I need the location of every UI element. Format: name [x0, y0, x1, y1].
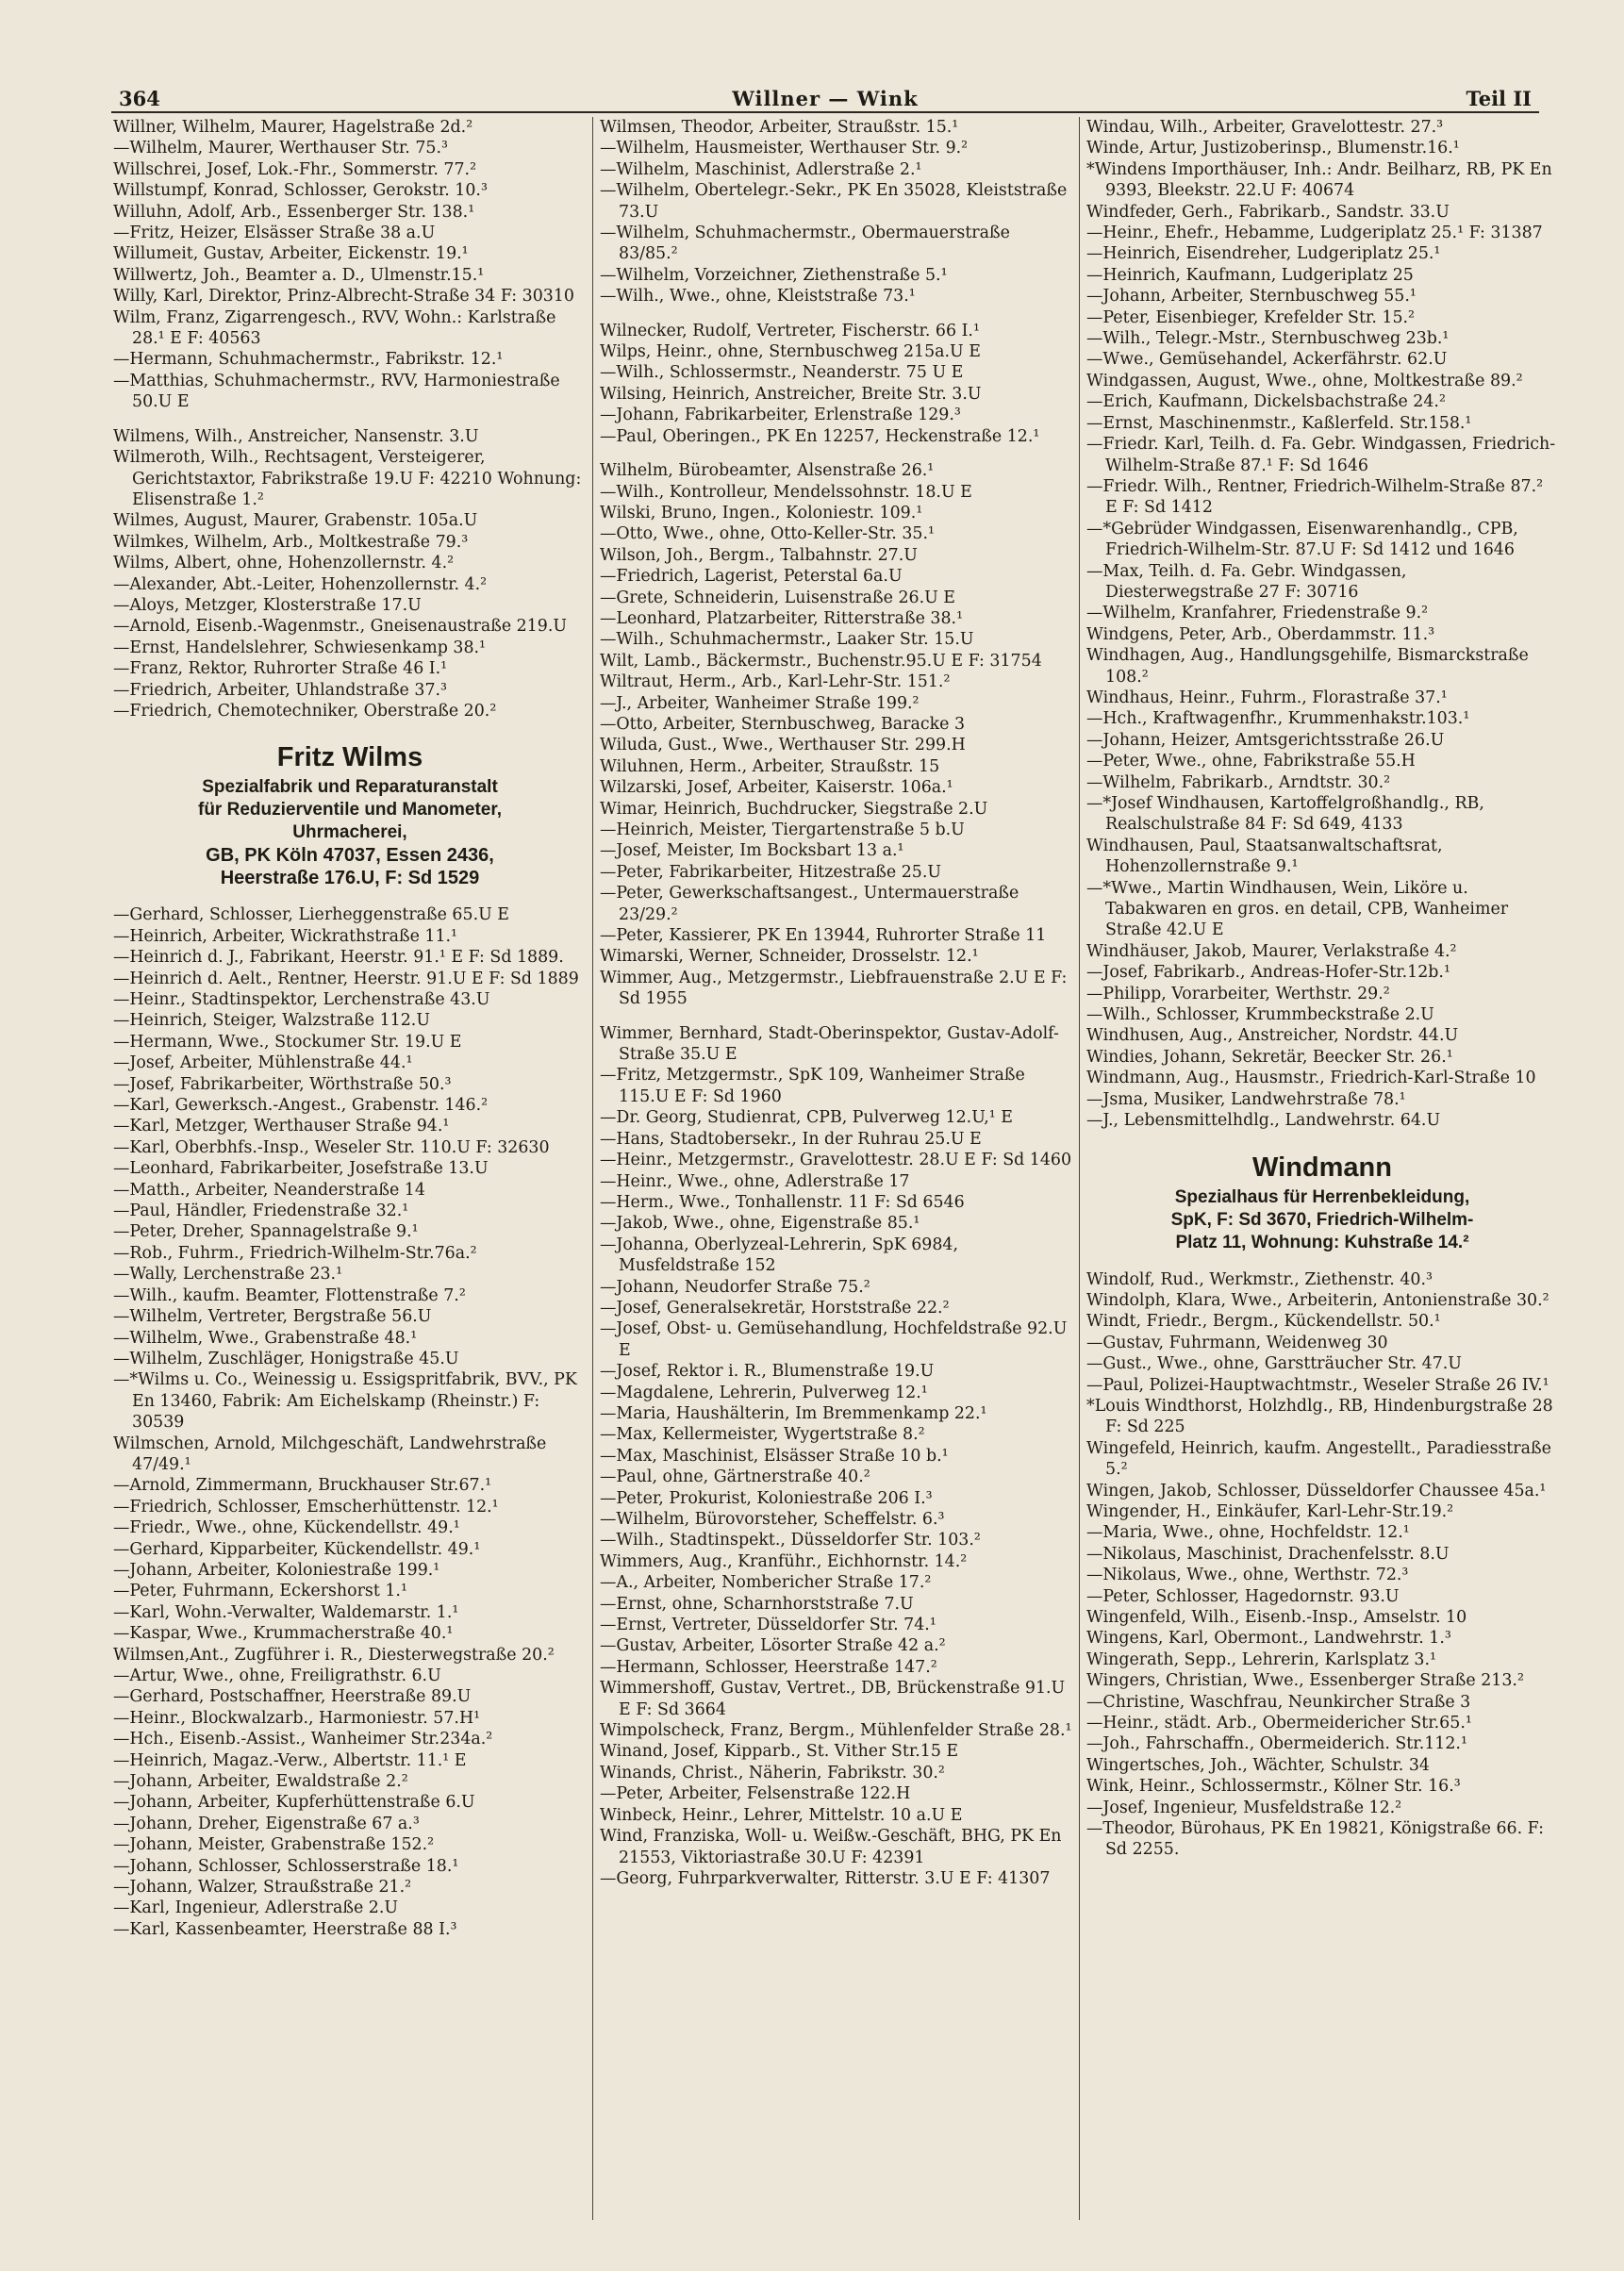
- directory-entry: Windolph, Klara, Wwe., Arbeiterin, Antonienstraße 30.²: [1086, 1290, 1549, 1310]
- directory-entry: —Heinrich, Kaufmann, Ludgeriplatz 25: [1086, 265, 1414, 285]
- directory-entry: Wimpolscheck, Franz, Bergm., Mühlenfelder Straße 28.¹: [600, 1721, 1072, 1741]
- directory-entry: —*Gebrüder Windgassen, Eisenwarenhandlg., CPB, Friedrich-Wilhelm-Str. 87.U F: Sd 1412 und 1646: [1086, 519, 1518, 560]
- ad-line: Uhrmacherei,: [292, 822, 407, 843]
- entry-gap: [600, 1010, 1073, 1023]
- directory-entry: —Hch., Kraftwagenfhr., Krummenhakstr.103.¹: [1086, 709, 1470, 729]
- column-3: [1086, 117, 1558, 2220]
- directory-entry: —Peter, Kassierer, PK En 13944, Ruhrorter Straße 11: [600, 926, 1047, 946]
- directory-entry: Wilmeroth, Wilh., Rechtsagent, Versteigerer, Gerichtstaxtor, Fabrikstraße 19.U F: 42210 Wohnung: Elisenstraße 1.²: [113, 448, 582, 509]
- directory-entry: —Paul, Oberingen., PK En 12257, Heckenstraße 12.¹: [600, 426, 1040, 446]
- directory-entry: Wingerath, Sepp., Lehrerin, Karlsplatz 3.¹: [1086, 1649, 1436, 1669]
- directory-entry: —Heinrich, Eisendreher, Ludgeriplatz 25.¹: [1086, 244, 1441, 264]
- directory-entry: Wilmens, Wilh., Anstreicher, Nansenstr. 3.U: [113, 426, 479, 446]
- directory-entry: Wilps, Heinr., ohne, Sternbuschweg 215a.U E: [600, 342, 981, 362]
- directory-entry: —Nikolaus, Wwe., ohne, Werthstr. 72.³: [1086, 1566, 1409, 1585]
- directory-entry: —Dr. Georg, Studienrat, CPB, Pulverweg 12.U,¹ E: [600, 1108, 1013, 1128]
- directory-entry: —Wilhelm, Hausmeister, Werthauser Str. 9.²: [600, 139, 969, 158]
- directory-entry: Wimmer, Aug., Metzgermstr., Liebfrauenstraße 2.U E F: Sd 1955: [600, 968, 1068, 1009]
- directory-entry: —Josef, Rektor i. R., Blumenstraße 19.U: [600, 1362, 935, 1382]
- directory-entry: —Grete, Schneiderin, Luisenstraße 26.U E: [600, 588, 955, 607]
- directory-entry: *Windens Importhäuser, Inh.: Andr. Beilharz, RB, PK En 9393, Bleekstr. 22.U F: 40674: [1086, 159, 1552, 201]
- directory-entry: —Paul, ohne, Gärtnerstraße 40.²: [600, 1467, 870, 1487]
- directory-entry: Windhaus, Heinr., Fuhrm., Florastraße 37.¹: [1086, 688, 1448, 707]
- directory-entry: —Paul, Händler, Friedenstraße 32.¹: [113, 1202, 409, 1221]
- directory-entry: —Arnold, Zimmermann, Bruckhauser Str.67.¹: [113, 1476, 492, 1496]
- directory-entry: —Wilhelm, Schuhmachermstr., Obermauerstraße 83/85.²: [600, 224, 1010, 264]
- directory-entry: —Heinrich d. Aelt., Rentner, Heerstr. 91.U E F: Sd 1889: [113, 969, 579, 988]
- directory-entry: —Wilh., Kontrolleur, Mendelssohnstr. 18.U E: [600, 482, 972, 502]
- directory-entry: —Gustav, Fuhrmann, Weidenweg 30: [1086, 1333, 1388, 1352]
- directory-entry: —Hermann, Wwe., Stockumer Str. 19.U E: [113, 1032, 462, 1052]
- directory-entry: Wiluhnen, Herm., Arbeiter, Straußstr. 15: [600, 756, 940, 776]
- directory-entry: —Friedrich, Schlosser, Emscherhüttenstr. 12.¹: [113, 1497, 499, 1517]
- directory-entry: Wingenfeld, Wilh., Eisenb.-Insp., Amselstr. 10: [1086, 1608, 1467, 1627]
- directory-entry: —Gust., Wwe., ohne, Garstträucher Str. 47.U: [1086, 1354, 1462, 1374]
- directory-entry: —Artur, Wwe., ohne, Freiligrathstr. 6.U: [113, 1666, 441, 1685]
- directory-entry: —Peter, Prokurist, Koloniestraße 206 I.³: [600, 1488, 933, 1508]
- directory-entry: —Christine, Waschfrau, Neunkircher Straße 3: [1086, 1692, 1471, 1712]
- directory-entry: —Heinrich, Steiger, Walzstraße 112.U: [113, 1011, 430, 1031]
- directory-entry: Winands, Christ., Näherin, Fabrikstr. 30.²: [600, 1763, 945, 1782]
- column-2: [600, 117, 1073, 2220]
- directory-entry: —Heinr., Metzgermstr., Gravelottestr. 28.U E F: Sd 1460: [600, 1151, 1072, 1170]
- directory-entry: —Heinrich, Arbeiter, Wickrathstraße 11.¹: [113, 926, 458, 946]
- directory-entry: Wiluda, Gust., Wwe., Werthauser Str. 299.H: [600, 736, 966, 755]
- ad-name: Fritz Wilms: [276, 742, 423, 773]
- directory-entry: —Wilhelm, Vertreter, Bergstraße 56.U: [113, 1307, 432, 1327]
- directory-entry: —Johann, Arbeiter, Koloniestraße 199.¹: [113, 1560, 440, 1580]
- entry-gap: [600, 307, 1073, 321]
- directory-entry: —Heinrich, Meister, Tiergartenstraße 5 b.U: [600, 821, 965, 839]
- directory-entry: —Arnold, Eisenb.-Wagenmstr., Gneisenaustraße 219.U: [113, 617, 568, 637]
- directory-entry: —Johann, Arbeiter, Sternbuschweg 55.¹: [1086, 287, 1417, 307]
- directory-entry: —Wilhelm, Maschinist, Adlerstraße 2.¹: [600, 159, 922, 179]
- directory-entry: —Nikolaus, Maschinist, Drachenfelsstr. 8.U: [1086, 1544, 1450, 1564]
- directory-entry: —Wally, Lerchenstraße 23.¹: [113, 1265, 343, 1285]
- directory-entry: —Matth., Arbeiter, Neanderstraße 14: [113, 1180, 425, 1200]
- directory-entry: —Wilhelm, Maurer, Werthauser Str. 75.³: [113, 139, 448, 158]
- directory-entry: —Karl, Kassenbeamter, Heerstraße 88 I.³: [113, 1919, 457, 1939]
- directory-entry: Willwertz, Joh., Beamter a. D., Ulmenstr.15.¹: [113, 265, 485, 285]
- directory-entry: —Heinrich d. J., Fabrikant, Heerstr. 91.¹ E F: Sd 1889.: [113, 948, 564, 968]
- directory-entry: —Josef, Generalsekretär, Horststraße 22.²: [600, 1298, 950, 1318]
- directory-entry: Windolf, Rud., Werkmstr., Ziethenstr. 40.³: [1086, 1269, 1433, 1289]
- column-1: [113, 117, 587, 2220]
- directory-entry: —Ernst, Handelslehrer, Schwiesenkamp 38.¹: [113, 638, 487, 657]
- directory-entry: —Aloys, Metzger, Klosterstraße 17.U: [113, 595, 422, 615]
- directory-entry: Wilhelm, Bürobeamter, Alsenstraße 26.¹: [600, 461, 935, 481]
- directory-entry: —Theodor, Bürohaus, PK En 19821, Königstraße 66. F: Sd 2255.: [1086, 1819, 1544, 1860]
- directory-entry: Wilmes, August, Maurer, Grabenstr. 105a.U: [113, 511, 478, 531]
- directory-entry: —Wilhelm, Zuschläger, Honigstraße 45.U: [113, 1349, 459, 1368]
- directory-entry: —Gerhard, Postschaffner, Heerstraße 89.U: [113, 1687, 472, 1707]
- directory-entry: Wingender, H., Einkäufer, Karl-Lehr-Str.19.²: [1086, 1501, 1454, 1521]
- directory-entry: Wilnecker, Rudolf, Vertreter, Fischerstr. 66 I.¹: [600, 321, 980, 340]
- directory-entry: —Ernst, ohne, Scharnhorststraße 7.U: [600, 1594, 914, 1614]
- directory-entry: —Friedr., Wwe., ohne, Kückendellstr. 49.¹: [113, 1518, 460, 1538]
- directory-entry: —Jakob, Wwe., ohne, Eigenstraße 85.¹: [600, 1214, 920, 1234]
- directory-entry: —Joh., Fahrschaffn., Obermeiderich. Str.112.¹: [1086, 1734, 1467, 1754]
- directory-entry: Willy, Karl, Direktor, Prinz-Albrecht-Straße 34 F: 30310: [113, 287, 574, 307]
- column-divider: [592, 117, 593, 2220]
- directory-entry: —Paul, Polizei-Hauptwachtmstr., Weseler Straße 26 IV.¹: [1086, 1375, 1549, 1395]
- directory-entry: Windgens, Peter, Arb., Oberdammstr. 11.³: [1086, 624, 1435, 644]
- directory-entry: —Hermann, Schlosser, Heerstraße 147.²: [600, 1657, 937, 1677]
- section-part: Teil II: [1466, 87, 1532, 110]
- directory-entry: —Magdalene, Lehrerin, Pulverweg 12.¹: [600, 1383, 928, 1402]
- directory-entry: —Peter, Fabrikarbeiter, Hitzestraße 25.U: [600, 862, 942, 882]
- directory-entry: —Johann, Heizer, Amtsgerichtsstraße 26.U: [1086, 730, 1445, 750]
- directory-entry: Willumeit, Gustav, Arbeiter, Eickenstr. 19.¹: [113, 244, 469, 264]
- directory-entry: —Wilhelm, Vorzeichner, Ziethenstraße 5.¹: [600, 265, 948, 285]
- directory-entry: —Karl, Oberbhfs.-Insp., Weseler Str. 110.U F: 32630: [113, 1137, 550, 1157]
- directory-entry: Wingertsches, Joh., Wächter, Schulstr. 34: [1086, 1755, 1430, 1775]
- directory-entry: Wingens, Karl, Obermont., Landwehrstr. 1.³: [1086, 1629, 1451, 1649]
- directory-entry: —Heinr., Blockwalzarb., Harmoniestr. 57.H¹: [113, 1708, 481, 1728]
- directory-entry: Wimmer, Bernhard, Stadt-Oberinspektor, Gustav-Adolf-Straße 35.U E: [600, 1023, 1059, 1065]
- directory-entry: —Maria, Haushälterin, Im Bremmenkamp 22.¹: [600, 1403, 987, 1423]
- directory-entry: —Friedrich, Chemotechniker, Oberstraße 20.²: [113, 701, 497, 721]
- directory-entry: —Peter, Wwe., ohne, Fabrikstraße 55.H: [1086, 752, 1416, 771]
- directory-entry: —Maria, Wwe., ohne, Hochfeldstr. 12.¹: [1086, 1523, 1410, 1543]
- ad-line: SpK, F: Sd 3670, Friedrich-Wilhelm-: [1170, 1209, 1474, 1230]
- directory-entry: —Wilhelm, Wwe., Grabenstraße 48.¹: [113, 1328, 418, 1348]
- directory-entry: Windfeder, Gerh., Fabrikarb., Sandstr. 33.U: [1086, 202, 1450, 222]
- directory-entry: —Herm., Wwe., Tonhallenstr. 11 F: Sd 6546: [600, 1192, 965, 1212]
- ad-line: Heerstraße 176.U, F: Sd 1529: [220, 868, 480, 889]
- ad-name: Windmann: [1252, 1152, 1392, 1183]
- directory-entry: Windies, Johann, Sekretär, Beecker Str. 26.¹: [1086, 1047, 1453, 1067]
- directory-entry: —Wilhelm, Obertelegr.-Sekr., PK En 35028, Kleiststraße 73.U: [600, 181, 1068, 222]
- directory-entry: —Leonhard, Fabrikarbeiter, Josefstraße 13.U: [113, 1159, 489, 1179]
- directory-entry: —Josef, Arbeiter, Mühlenstraße 44.¹: [113, 1053, 413, 1073]
- directory-entry: —Peter, Fuhrmann, Eckershorst 1.¹: [113, 1582, 407, 1601]
- directory-entry: Wimar, Heinrich, Buchdrucker, Siegstraße 2.U: [600, 799, 988, 819]
- directory-entry: Winde, Artur, Justizoberinsp., Blumenstr.16.¹: [1086, 139, 1460, 158]
- directory-entry: Wilsing, Heinrich, Anstreicher, Breite Str. 3.U: [600, 384, 982, 404]
- entry-gap: [600, 447, 1073, 460]
- directory-entry: Wilson, Joh., Bergm., Talbahnstr. 27.U: [600, 545, 918, 565]
- directory-entry: —Peter, Eisenbieger, Krefelder Str. 15.²: [1086, 307, 1416, 327]
- directory-entry: —Fritz, Heizer, Elsässer Straße 38 a.U: [113, 224, 436, 243]
- directory-entry: —Johann, Meister, Grabenstraße 152.²: [113, 1835, 435, 1855]
- directory-entry: —A., Arbeiter, Nombericher Straße 17.²: [600, 1573, 932, 1593]
- directory-entry: —Wwe., Gemüsehandel, Ackerfährstr. 62.U: [1086, 350, 1448, 370]
- advertisement: [113, 738, 587, 889]
- directory-entry: —Wilh., Stadtinspekt., Düsseldorfer Str. 103.²: [600, 1531, 981, 1550]
- directory-entry: Wilski, Bruno, Ingen., Koloniestr. 109.¹: [600, 503, 923, 522]
- directory-entry: Windt, Friedr., Bergm., Kückendellstr. 50.¹: [1086, 1312, 1441, 1332]
- directory-entry: —J., Lebensmittelhdlg., Landwehrstr. 64.U: [1086, 1111, 1441, 1131]
- page-title: Willner — Wink: [732, 87, 919, 110]
- advertisement: [1086, 1149, 1558, 1254]
- directory-entry: Wingers, Christian, Wwe., Essenberger Straße 213.²: [1086, 1671, 1524, 1691]
- directory-entry: —Gerhard, Kipparbeiter, Kückendellstr. 49.¹: [113, 1539, 481, 1559]
- directory-entry: —Hermann, Schuhmachermstr., Fabrikstr. 12.¹: [113, 350, 504, 370]
- directory-entry: —Gustav, Arbeiter, Lösorter Straße 42 a.²: [600, 1636, 946, 1656]
- directory-entry: —*Josef Windhausen, Kartoffelgroßhandlg., RB, Realschulstraße 84 F: Sd 649, 4133: [1086, 794, 1484, 835]
- directory-entry: —Wilh., Schlossermstr., Neanderstr. 75 U E: [600, 363, 964, 383]
- directory-entry: Winand, Josef, Kipparb., St. Vither Str.15 E: [600, 1742, 959, 1762]
- directory-entry: —Otto, Arbeiter, Sternbuschweg, Baracke 3: [600, 714, 966, 734]
- directory-entry: —Rob., Fuhrm., Friedrich-Wilhelm-Str.76a.²: [113, 1243, 477, 1263]
- directory-entry: —Heinrich, Magaz.-Verw., Albertstr. 11.¹ E: [113, 1750, 467, 1770]
- directory-entry: —Peter, Schlosser, Hagedornstr. 93.U: [1086, 1586, 1400, 1606]
- directory-entry: Wink, Heinr., Schlossermstr., Kölner Str. 16.³: [1086, 1777, 1461, 1797]
- directory-entry: —Georg, Fuhrparkverwalter, Ritterstr. 3.U E F: 41307: [600, 1868, 1051, 1888]
- directory-entry: —Josef, Ingenieur, Musfeldstraße 12.²: [1086, 1798, 1402, 1817]
- directory-entry: —Wilh., kaufm. Beamter, Flottenstraße 7.²: [113, 1285, 466, 1305]
- directory-entry: —Kaspar, Wwe., Krummacherstraße 40.¹: [113, 1624, 454, 1644]
- directory-entry: Willschrei, Josef, Lok.-Fhr., Sommerstr. 77.²: [113, 159, 477, 179]
- directory-entry: —Wilh., Telegr.-Mstr., Sternbuschweg 23b.¹: [1086, 329, 1450, 349]
- directory-entry: —Wilhelm, Bürovorsteher, Scheffelstr. 6.³: [600, 1510, 945, 1529]
- directory-entry: —Ernst, Maschinenmstr., Kaßlerfeld. Str.158.¹: [1086, 413, 1472, 433]
- directory-entry: —Heinr., Ehefr., Hebamme, Ludgeriplatz 25.¹ F: 31387: [1086, 224, 1543, 243]
- directory-entry: Willner, Wilhelm, Maurer, Hagelstraße 2d.²: [113, 118, 473, 137]
- directory-entry: —*Wwe., Martin Windhausen, Wein, Liköre u. Tabakwaren en gros. en detail, CPB, Wanheimer Straße 42.U E: [1086, 878, 1509, 940]
- directory-entry: Wingen, Jakob, Schlosser, Düsseldorfer Chaussee 45a.¹: [1086, 1481, 1547, 1500]
- directory-entry: —Philipp, Vorarbeiter, Werthstr. 29.²: [1086, 984, 1390, 1003]
- ad-line: Spezialhaus für Herrenbekleidung,: [1174, 1186, 1470, 1207]
- directory-entry: *Louis Windthorst, Holzhdlg., RB, Hindenburgstraße 28 F: Sd 225: [1086, 1396, 1553, 1437]
- directory-entry: —Wilhelm, Kranfahrer, Friedenstraße 9.²: [1086, 604, 1429, 623]
- directory-entry: —Franz, Rektor, Ruhrorter Straße 46 I.¹: [113, 659, 448, 679]
- directory-entry: —Karl, Gewerksch.-Angest., Grabenstr. 146.²: [113, 1096, 489, 1116]
- directory-entry: —Friedrich, Lagerist, Peterstal 6a.U: [600, 567, 903, 587]
- directory-entry: Wilms, Albert, ohne, Hohenzollernstr. 4.²: [113, 554, 455, 573]
- directory-entry: —Alexander, Abt.-Leiter, Hohenzollernstr. 4.²: [113, 574, 488, 594]
- ad-line: Platz 11, Wohnung: Kuhstraße 14.²: [1175, 1232, 1469, 1252]
- page-number: 364: [119, 87, 160, 110]
- directory-entry: —Johann, Arbeiter, Ewaldstraße 2.²: [113, 1772, 408, 1792]
- directory-entry: Wilmsen,Ant., Zugführer i. R., Diesterwegstraße 20.²: [113, 1645, 555, 1665]
- directory-entry: —Matthias, Schuhmachermstr., RVV, Harmoniestraße 50.U E: [113, 371, 560, 412]
- directory-entry: —Josef, Meister, Im Bocksbart 13 a.¹: [600, 841, 904, 861]
- directory-entry: —Johann, Neudorfer Straße 75.²: [600, 1277, 870, 1297]
- ad-line: für Reduzierventile und Manometer,: [198, 800, 502, 821]
- directory-entry: —Karl, Metzger, Werthauser Straße 94.¹: [113, 1117, 450, 1136]
- directory-entry: Windhagen, Aug., Handlungsgehilfe, Bismarckstraße 108.²: [1086, 646, 1529, 687]
- directory-entry: —Karl, Ingenieur, Adlerstraße 2.U: [113, 1898, 399, 1918]
- directory-entry: Wind, Franziska, Woll- u. Weißw.-Geschäft, BHG, PK En 21553, Viktoriastraße 30.U F: 42391: [600, 1827, 1062, 1867]
- directory-entry: —Fritz, Metzgermstr., SpK 109, Wanheimer Straße 115.U E F: Sd 1960: [600, 1066, 1025, 1106]
- directory-entry: —Hans, Stadtobersekr., In der Ruhrau 25.U E: [600, 1129, 982, 1149]
- directory-entry: Wilzarski, Josef, Arbeiter, Kaiserstr. 106a.¹: [600, 778, 953, 798]
- entry-gap: [113, 413, 587, 426]
- directory-entry: —Johann, Dreher, Eigenstraße 67 a.³: [113, 1814, 420, 1833]
- directory-entry: Wimarski, Werner, Schneider, Drosselstr. 12.¹: [600, 947, 979, 967]
- directory-entry: Windhäuser, Jakob, Maurer, Verlakstraße 4.²: [1086, 941, 1457, 961]
- directory-entry: Wimmershoff, Gustav, Vertret., DB, Brückenstraße 91.U E F: Sd 3664: [600, 1679, 1066, 1719]
- directory-entry: Wilt, Lamb., Bäckermstr., Buchenstr.95.U E F: 31754: [600, 651, 1042, 671]
- directory-entry: —Johann, Walzer, Straußstraße 21.²: [113, 1878, 412, 1898]
- directory-entry: —*Wilms u. Co., Weinessig u. Essigspritfabrik, BVV., PK En 13460, Fabrik: Am Eichelskamp (Rheinstr.) F: 30539: [113, 1370, 577, 1433]
- directory-entry: —Gerhard, Schlosser, Lierheggenstraße 65.U E: [113, 905, 509, 925]
- directory-entry: Wimmers, Aug., Kranführ., Eichhornstr. 14.²: [600, 1551, 968, 1571]
- directory-entry: —Heinr., Stadtinspektor, Lerchenstraße 43.U: [113, 990, 490, 1009]
- directory-entry: —Heinr., städt. Arb., Obermeidericher Str.65.¹: [1086, 1714, 1472, 1733]
- directory-entry: —Jsma, Musiker, Landwehrstraße 78.¹: [1086, 1089, 1406, 1109]
- directory-entry: Windhusen, Aug., Anstreicher, Nordstr. 44.U: [1086, 1026, 1459, 1046]
- directory-entry: —Erich, Kaufmann, Dickelsbachstraße 24.²: [1086, 392, 1446, 412]
- directory-entry: —Ernst, Vertreter, Düsseldorfer Str. 74.¹: [600, 1616, 936, 1635]
- directory-entry: Wilmkes, Wilhelm, Arb., Moltkestraße 79.³: [113, 532, 469, 552]
- directory-entry: —Peter, Arbeiter, Felsenstraße 122.H: [600, 1784, 911, 1804]
- directory-entry: —Friedr. Karl, Teilh. d. Fa. Gebr. Windgassen, Friedrich-Wilhelm-Straße 87.¹ F: Sd 1646: [1086, 435, 1556, 475]
- directory-entry: —Johanna, Oberlyzeal-Lehrerin, SpK 6984, Musfeldstraße 152: [600, 1235, 958, 1276]
- directory-entry: —Wilhelm, Fabrikarb., Arndtstr. 30.²: [1086, 772, 1391, 792]
- directory-entry: Wiltraut, Herm., Arb., Karl-Lehr-Str. 151.²: [600, 672, 951, 692]
- ad-line: GB, PK Köln 47037, Essen 2436,: [206, 845, 494, 867]
- directory-entry: —Josef, Fabrikarb., Andreas-Hofer-Str.12b.¹: [1086, 963, 1450, 983]
- directory-entry: —Wilh., Schuhmachermstr., Laaker Str. 15.U: [600, 630, 974, 650]
- directory-entry: Windgassen, August, Wwe., ohne, Moltkestraße 89.²: [1086, 371, 1523, 390]
- directory-entry: —Karl, Wohn.-Verwalter, Waldemarstr. 1.¹: [113, 1602, 459, 1622]
- directory-entry: —Johann, Schlosser, Schlosserstraße 18.¹: [113, 1856, 459, 1876]
- directory-entry: —Wilh., Schlosser, Krummbeckstraße 2.U: [1086, 1005, 1434, 1025]
- directory-entry: —Leonhard, Platzarbeiter, Ritterstraße 38.¹: [600, 608, 964, 628]
- directory-entry: Windhausen, Paul, Staatsanwaltschaftsrat, Hohenzollernstraße 9.¹: [1086, 836, 1443, 877]
- directory-entry: —Peter, Dreher, Spannagelstraße 9.¹: [113, 1222, 419, 1242]
- directory-entry: —Friedrich, Arbeiter, Uhlandstraße 37.³: [113, 680, 448, 700]
- directory-entry: Windau, Wilh., Arbeiter, Gravelottestr. 27.³: [1086, 118, 1444, 137]
- directory-entry: —Josef, Obst- u. Gemüsehandlung, Hochfeldstraße 92.U E: [600, 1319, 1068, 1360]
- directory-entry: Windmann, Aug., Hausmstr., Friedrich-Karl-Straße 10: [1086, 1069, 1536, 1088]
- header-rule: [111, 111, 1539, 113]
- directory-entry: Willstumpf, Konrad, Schlosser, Gerokstr. 10.³: [113, 181, 488, 201]
- directory-entry: Willuhn, Adolf, Arb., Essenberger Str. 138.¹: [113, 202, 475, 222]
- directory-entry: Wilmschen, Arnold, Milchgeschäft, Landwehrstraße 47/49.¹: [113, 1434, 547, 1474]
- directory-entry: —Heinr., Wwe., ohne, Adlerstraße 17: [600, 1171, 910, 1191]
- directory-entry: —Hch., Eisenb.-Assist., Wanheimer Str.234a.²: [113, 1730, 493, 1749]
- directory-entry: —Otto, Wwe., ohne, Otto-Keller-Str. 35.¹: [600, 524, 935, 544]
- directory-entry: —Wilh., Wwe., ohne, Kleiststraße 73.¹: [600, 287, 916, 307]
- directory-entry: Wilmsen, Theodor, Arbeiter, Straußstr. 15.¹: [600, 118, 959, 137]
- directory-entry: Winbeck, Heinr., Lehrer, Mittelstr. 10 a.U E: [600, 1805, 963, 1825]
- directory-entry: —Max, Maschinist, Elsässer Straße 10 b.¹: [600, 1446, 949, 1466]
- directory-entry: —Friedr. Wilh., Rentner, Friedrich-Wilhelm-Straße 87.² E F: Sd 1412: [1086, 476, 1544, 518]
- directory-entry: —Max, Teilh. d. Fa. Gebr. Windgassen, Diesterwegstraße 27 F: 30716: [1086, 561, 1407, 602]
- directory-entry: —Johann, Fabrikarbeiter, Erlenstraße 129.³: [600, 406, 961, 425]
- directory-entry: —J., Arbeiter, Wanheimer Straße 199.²: [600, 693, 920, 713]
- directory-entry: —Johann, Arbeiter, Kupferhüttenstraße 6.U: [113, 1793, 475, 1813]
- directory-entry: Wingefeld, Heinrich, kaufm. Angestellt., Paradiesstraße 5.²: [1086, 1438, 1551, 1480]
- column-divider: [1079, 117, 1080, 2220]
- directory-entry: Wilm, Franz, Zigarrengesch., RVV, Wohn.: Karlstraße 28.¹ E F: 40563: [113, 307, 556, 349]
- directory-entry: —Peter, Gewerkschaftsangest., Untermauerstraße 23/29.²: [600, 884, 1019, 924]
- ad-line: Spezialfabrik und Reparaturanstalt: [202, 777, 498, 798]
- directory-entry: —Josef, Fabrikarbeiter, Wörthstraße 50.³: [113, 1074, 452, 1094]
- directory-entry: —Max, Kellermeister, Wygertstraße 8.²: [600, 1425, 925, 1445]
